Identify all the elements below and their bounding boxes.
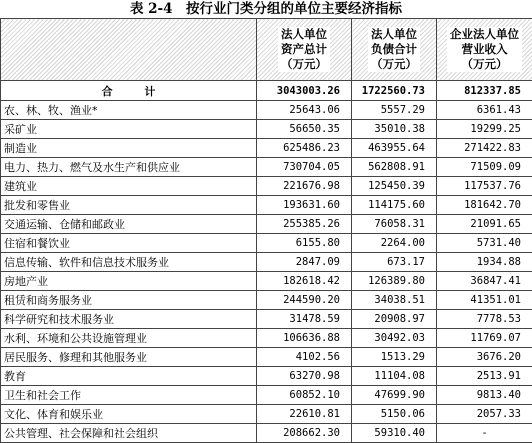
industry-label: 批发和零售业 xyxy=(1,196,257,215)
industry-label: 居民服务、修理和其他服务业 xyxy=(1,348,257,367)
cell-revenue: 9813.40 xyxy=(437,386,532,405)
table-row xyxy=(1,177,532,196)
table-row xyxy=(1,386,532,405)
cell-assets: 106636.88 xyxy=(257,329,352,348)
table-row xyxy=(1,139,532,158)
industry-label: 制造业 xyxy=(1,139,257,158)
cell-assets: 255385.26 xyxy=(257,215,352,234)
industry-label: 文化、体育和娱乐业 xyxy=(1,405,257,424)
cell-assets: 208662.30 xyxy=(257,424,352,443)
table-row xyxy=(1,310,532,329)
total-row xyxy=(1,81,532,101)
column-header-liabilities-line1: 法人单位 xyxy=(371,27,417,41)
table-row xyxy=(1,215,532,234)
table-row xyxy=(1,272,532,291)
cell-liabilities: 5150.06 xyxy=(352,405,437,424)
cell-liabilities: 673.17 xyxy=(352,253,437,272)
industry-label: 电力、热力、燃气及水生产和供应业 xyxy=(1,158,257,177)
table-row xyxy=(1,120,532,139)
cell-revenue: 7778.53 xyxy=(437,310,532,329)
cell-assets: 625486.23 xyxy=(257,139,352,158)
table-row xyxy=(1,158,532,177)
cell-liabilities: 1513.29 xyxy=(352,348,437,367)
cell-assets: 730704.05 xyxy=(257,158,352,177)
table-row xyxy=(1,348,532,367)
cell-revenue: 271422.83 xyxy=(437,139,532,158)
cell-assets: 31478.59 xyxy=(257,310,352,329)
cell-revenue: 1934.88 xyxy=(437,253,532,272)
cell-liabilities: 126389.80 xyxy=(352,272,437,291)
column-header-revenue-unit: （万元） xyxy=(462,57,508,71)
cell-revenue: - xyxy=(437,424,532,443)
cell-liabilities: 76058.31 xyxy=(352,215,437,234)
cell-liabilities: 30492.03 xyxy=(352,329,437,348)
cell-liabilities: 47699.90 xyxy=(352,386,437,405)
table-row xyxy=(1,101,532,120)
column-header-liabilities-line2: 负债合计 xyxy=(371,42,417,56)
industry-label: 房地产业 xyxy=(1,272,257,291)
total-label: 合 计 xyxy=(1,81,257,101)
column-header-assets xyxy=(257,19,352,81)
cell-revenue: 19299.25 xyxy=(437,120,532,139)
cell-liabilities: 2264.00 xyxy=(352,234,437,253)
column-header-assets-unit: （万元） xyxy=(281,57,327,71)
industry-label: 信息传输、软件和信息技术服务业 xyxy=(1,253,257,272)
industry-label: 交通运输、仓储和邮政业 xyxy=(1,215,257,234)
industry-label: 建筑业 xyxy=(1,177,257,196)
header-corner-cell xyxy=(1,19,257,81)
table-row xyxy=(1,291,532,310)
cell-revenue: 6361.43 xyxy=(437,101,532,120)
cell-assets: 63270.98 xyxy=(257,367,352,386)
industry-label: 科学研究和技术服务业 xyxy=(1,310,257,329)
cell-liabilities: 11104.08 xyxy=(352,367,437,386)
cell-assets: 4102.56 xyxy=(257,348,352,367)
industry-label: 农、林、牧、渔业* xyxy=(1,101,257,120)
table-row xyxy=(1,329,532,348)
industry-label: 卫生和社会工作 xyxy=(1,386,257,405)
cell-assets: 193631.60 xyxy=(257,196,352,215)
cell-assets: 6155.80 xyxy=(257,234,352,253)
table-row xyxy=(1,234,532,253)
cell-revenue: 181642.70 xyxy=(437,196,532,215)
cell-liabilities: 562808.91 xyxy=(352,158,437,177)
cell-assets: 2847.09 xyxy=(257,253,352,272)
cell-revenue: 2057.33 xyxy=(437,405,532,424)
table-row xyxy=(1,196,532,215)
total-assets: 3043003.26 xyxy=(257,81,352,101)
column-header-revenue-line1: 企业法人单位 xyxy=(450,27,519,41)
cell-revenue: 21091.65 xyxy=(437,215,532,234)
industry-label: 租赁和商务服务业 xyxy=(1,291,257,310)
cell-revenue: 2513.91 xyxy=(437,367,532,386)
table-row xyxy=(1,405,532,424)
table-row xyxy=(1,424,532,443)
cell-liabilities: 114175.60 xyxy=(352,196,437,215)
industry-label: 公共管理、社会保障和社会组织 xyxy=(1,424,257,443)
column-header-assets-line1: 法人单位 xyxy=(281,27,327,41)
cell-revenue: 3676.20 xyxy=(437,348,532,367)
industry-label: 水利、环境和公共设施管理业 xyxy=(1,329,257,348)
total-liabilities: 1722560.73 xyxy=(352,81,437,101)
column-header-liabilities-unit: （万元） xyxy=(371,57,417,71)
cell-revenue: 41351.01 xyxy=(437,291,532,310)
column-header-liabilities xyxy=(352,19,437,81)
cell-assets: 221676.98 xyxy=(257,177,352,196)
industry-label: 教育 xyxy=(1,367,257,386)
cell-assets: 244590.20 xyxy=(257,291,352,310)
cell-revenue: 117537.76 xyxy=(437,177,532,196)
table-row xyxy=(1,253,532,272)
economic-indicators-table xyxy=(0,18,532,443)
cell-liabilities: 463955.64 xyxy=(352,139,437,158)
cell-liabilities: 34038.51 xyxy=(352,291,437,310)
column-header-revenue xyxy=(437,19,532,81)
column-header-assets-line2: 资产总计 xyxy=(281,42,327,56)
cell-assets: 56650.35 xyxy=(257,120,352,139)
cell-revenue: 71509.09 xyxy=(437,158,532,177)
cell-assets: 22610.81 xyxy=(257,405,352,424)
cell-revenue: 36847.41 xyxy=(437,272,532,291)
cell-revenue: 5731.40 xyxy=(437,234,532,253)
table-title: 表 2-4 按行业门类分组的单位主要经济指标 xyxy=(0,0,532,18)
cell-liabilities: 35010.38 xyxy=(352,120,437,139)
total-revenue: 812337.85 xyxy=(437,81,532,101)
column-header-revenue-line2: 营业收入 xyxy=(462,42,508,56)
cell-liabilities: 20908.97 xyxy=(352,310,437,329)
cell-assets: 25643.06 xyxy=(257,101,352,120)
industry-label: 采矿业 xyxy=(1,120,257,139)
cell-revenue: 11769.07 xyxy=(437,329,532,348)
industry-label: 住宿和餐饮业 xyxy=(1,234,257,253)
table-header-row xyxy=(1,19,532,81)
cell-liabilities: 59310.40 xyxy=(352,424,437,443)
cell-liabilities: 5557.29 xyxy=(352,101,437,120)
table-row xyxy=(1,367,532,386)
cell-assets: 182618.42 xyxy=(257,272,352,291)
cell-assets: 60852.10 xyxy=(257,386,352,405)
cell-liabilities: 125450.39 xyxy=(352,177,437,196)
